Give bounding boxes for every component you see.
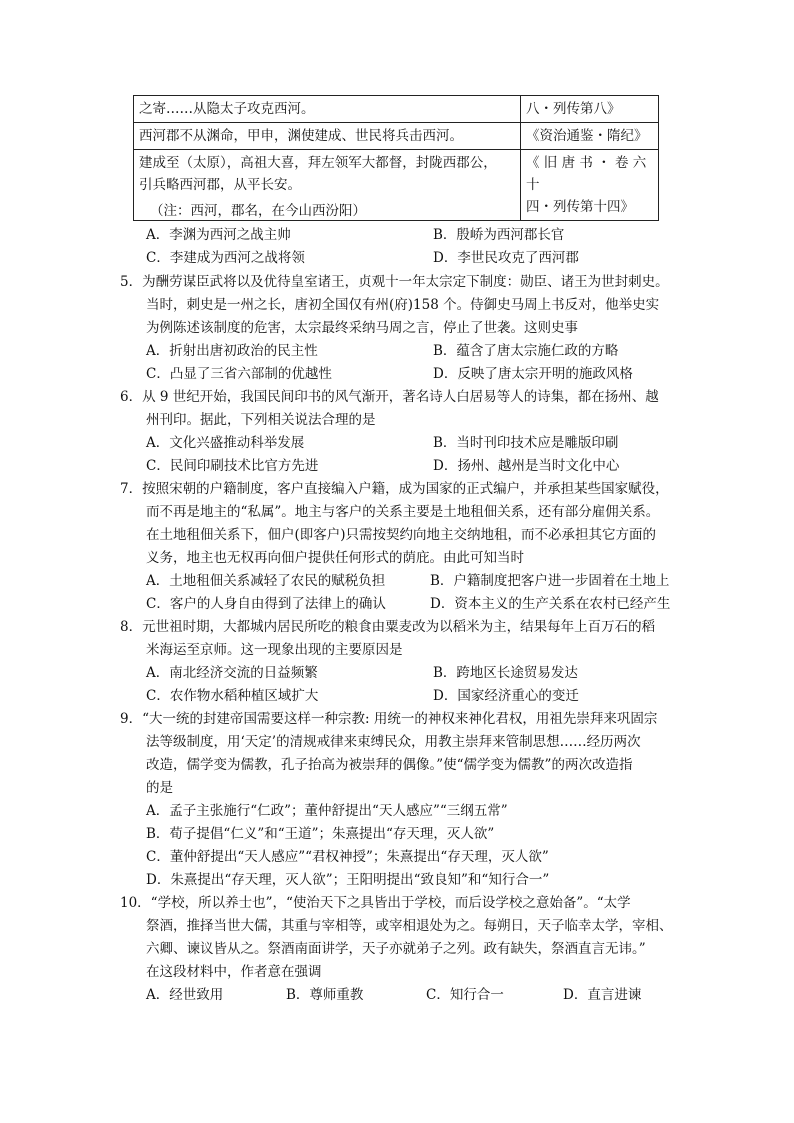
q9-option-a[interactable]: A．孟子主张施行“仁政”；董仲舒提出“天人感应”“三纲五常” (146, 803, 508, 819)
q7-stem-line: 义务，地主也无权再向佃户提供任何形式的荫庇。由此可知当时 (146, 550, 524, 566)
table-cell-source: 八・列传第八》 (521, 96, 659, 123)
q9-option-c[interactable]: C．董仲舒提出“天人感应”“君权神授”；朱熹提出“存天理，灭人欲” (146, 849, 549, 865)
q6-stem-line: 6．从 9 世纪开始，我国民间印书的风气渐开，著名诗人白居易等人的诗集，都在扬州、越 (120, 389, 659, 405)
q8-option-b[interactable]: B．跨地区长途贸易发达 (433, 665, 578, 681)
q7-option-c[interactable]: C．客户的人身自由得到了法律上的确认 (146, 596, 386, 612)
q4-option-d[interactable]: D．李世民攻克了西河郡 (433, 250, 579, 266)
q8-stem-line: 米海运至京师。这一现象出现的主要原因是 (146, 642, 403, 658)
table-row (134, 96, 659, 123)
q4-option-b[interactable]: B．殷峤为西河郡长官 (433, 227, 565, 243)
q6-option-d[interactable]: D．扬州、越州是当时文化中心 (433, 458, 620, 474)
q7-option-b[interactable]: B．户籍制度把客户进一步固着在土地上 (430, 573, 670, 589)
q9-stem-line: 法等级制度，用‘天定’的清规戒律来束缚民众，用教主崇拜来管制思想……经历两次 (146, 734, 641, 750)
q6-option-b[interactable]: B．当时刊印技术应是雕版印刷 (433, 435, 619, 451)
q4-option-a[interactable]: A．李渊为西河之战主帅 (146, 227, 291, 243)
q7-stem-line: 在土地租佃关系下，佃户(即客户)只需按契约向地主交纳地租，而不必承担其它方面的 (146, 527, 657, 543)
table-cell-source: 《 旧 唐 书 ・ 卷 六 十 四・列传第十四》 (521, 150, 659, 221)
q6-option-c[interactable]: C．民间印刷技术比官方先进 (146, 458, 319, 474)
q9-stem-line: 的是 (146, 780, 173, 796)
q10-stem-line: 10．“学校，所以养士也”，“使治天下之具皆出于学校，而后设学校之意始备”。“太学 (120, 895, 631, 911)
q5-option-b[interactable]: B．蕴含了唐太宗施仁政的方略 (433, 343, 619, 359)
q10-option-b[interactable]: B．尊师重教 (286, 987, 364, 1003)
q6-option-a[interactable]: A．文化兴盛推动科举发展 (146, 435, 305, 451)
q7-option-d[interactable]: D．资本主义的生产关系在农村已经产生 (430, 596, 671, 612)
q5-stem-line: 当时，刺史是一州之长，唐初全国仅有州(府)158 个。侍御史马周上书反对，他举史实 (146, 297, 660, 313)
q5-stem-line: 为例陈述该制度的危害，太宗最终采纳马周之言，停止了世袭。这则史事 (146, 320, 578, 336)
q10-option-a[interactable]: A．经世致用 (146, 987, 224, 1003)
table-cell-content: 西河郡不从渊命，甲申，渊使建成、世民将兵击西河。 (134, 123, 521, 150)
q10-option-d[interactable]: D．直言进谏 (563, 987, 642, 1003)
q7-option-a[interactable]: A．土地租佃关系减轻了农民的赋税负担 (146, 573, 386, 589)
q8-stem-line: 8．元世祖时期，大都城内居民所吃的粮食由粟麦改为以稻米为主，结果每年上百万石的稻 (120, 619, 656, 635)
q5-option-c[interactable]: C．凸显了三省六部制的优越性 (146, 366, 332, 382)
table-cell-source: 《资治通鉴・隋纪》 (521, 123, 659, 150)
q10-stem-line: 在这段材料中，作者意在强调 (146, 964, 322, 980)
q9-stem-line: 9．“大一统的封建帝国需要这样一种宗教: 用统一的神权来神化君权，用祖先崇拜来巩固宗 (120, 711, 658, 727)
table-row (134, 123, 659, 150)
table-note: （注：西河，郡名，在今山西汾阳） (150, 203, 366, 219)
q10-option-c[interactable]: C．知行合一 (426, 987, 504, 1003)
q8-option-a[interactable]: A．南北经济交流的日益频繁 (146, 665, 318, 681)
q9-option-b[interactable]: B．荀子提倡“仁义”和“王道”；朱熹提出“存天理，灭人欲” (146, 826, 495, 842)
q9-stem-line: 改造，儒学变为儒教，孔子抬高为被崇拜的偶像。”使“儒学变为儒教”的两次改造指 (146, 757, 633, 773)
q10-stem-line: 六卿、谏议皆从之。祭酒南面讲学，天子亦就弟子之列。政有缺失，祭酒直言无讳。” (146, 941, 646, 957)
q4-option-c[interactable]: C．李建成为西河之战将领 (146, 250, 305, 266)
q8-option-c[interactable]: C．农作物水稻种植区域扩大 (146, 688, 319, 704)
q5-stem-line: 5．为酬劳谋臣武将以及优待皇室诸王，贞观十一年太宗定下制度：勋臣、诸王为世封刺史。 (120, 274, 669, 290)
q8-option-d[interactable]: D．国家经济重心的变迁 (433, 688, 579, 704)
q5-option-d[interactable]: D．反映了唐太宗开明的施政风格 (433, 366, 633, 382)
q7-stem-line: 而不再是地主的“私属”。地主与客户的关系主要是土地租佃关系，还有部分雇佣关系。 (146, 504, 660, 520)
table-cell-content: 建成至（太原），高祖大喜，拜左领军大都督，封陇西郡公， 引兵略西河郡，从平长安。 (134, 150, 521, 221)
q6-stem-line: 州刊印。据此，下列相关说法合理的是 (146, 412, 376, 428)
q7-stem-line: 7．按照宋朝的户籍制度，客户直接编入户籍，成为国家的正式编户，并承担某些国家赋役， (120, 481, 669, 497)
q5-option-a[interactable]: A．折射出唐初政治的民主性 (146, 343, 318, 359)
q9-option-d[interactable]: D．朱熹提出“存天理，灭人欲”；王阳明提出“致良知”和“知行合一” (146, 872, 550, 888)
table-cell-content: 之寄……从隐太子攻克西河。 (134, 96, 521, 123)
q10-stem-line: 祭酒，推择当世大儒，其重与宰相等，或宰相退处为之。每朔日，天子临幸太学，宰相、 (146, 918, 673, 934)
